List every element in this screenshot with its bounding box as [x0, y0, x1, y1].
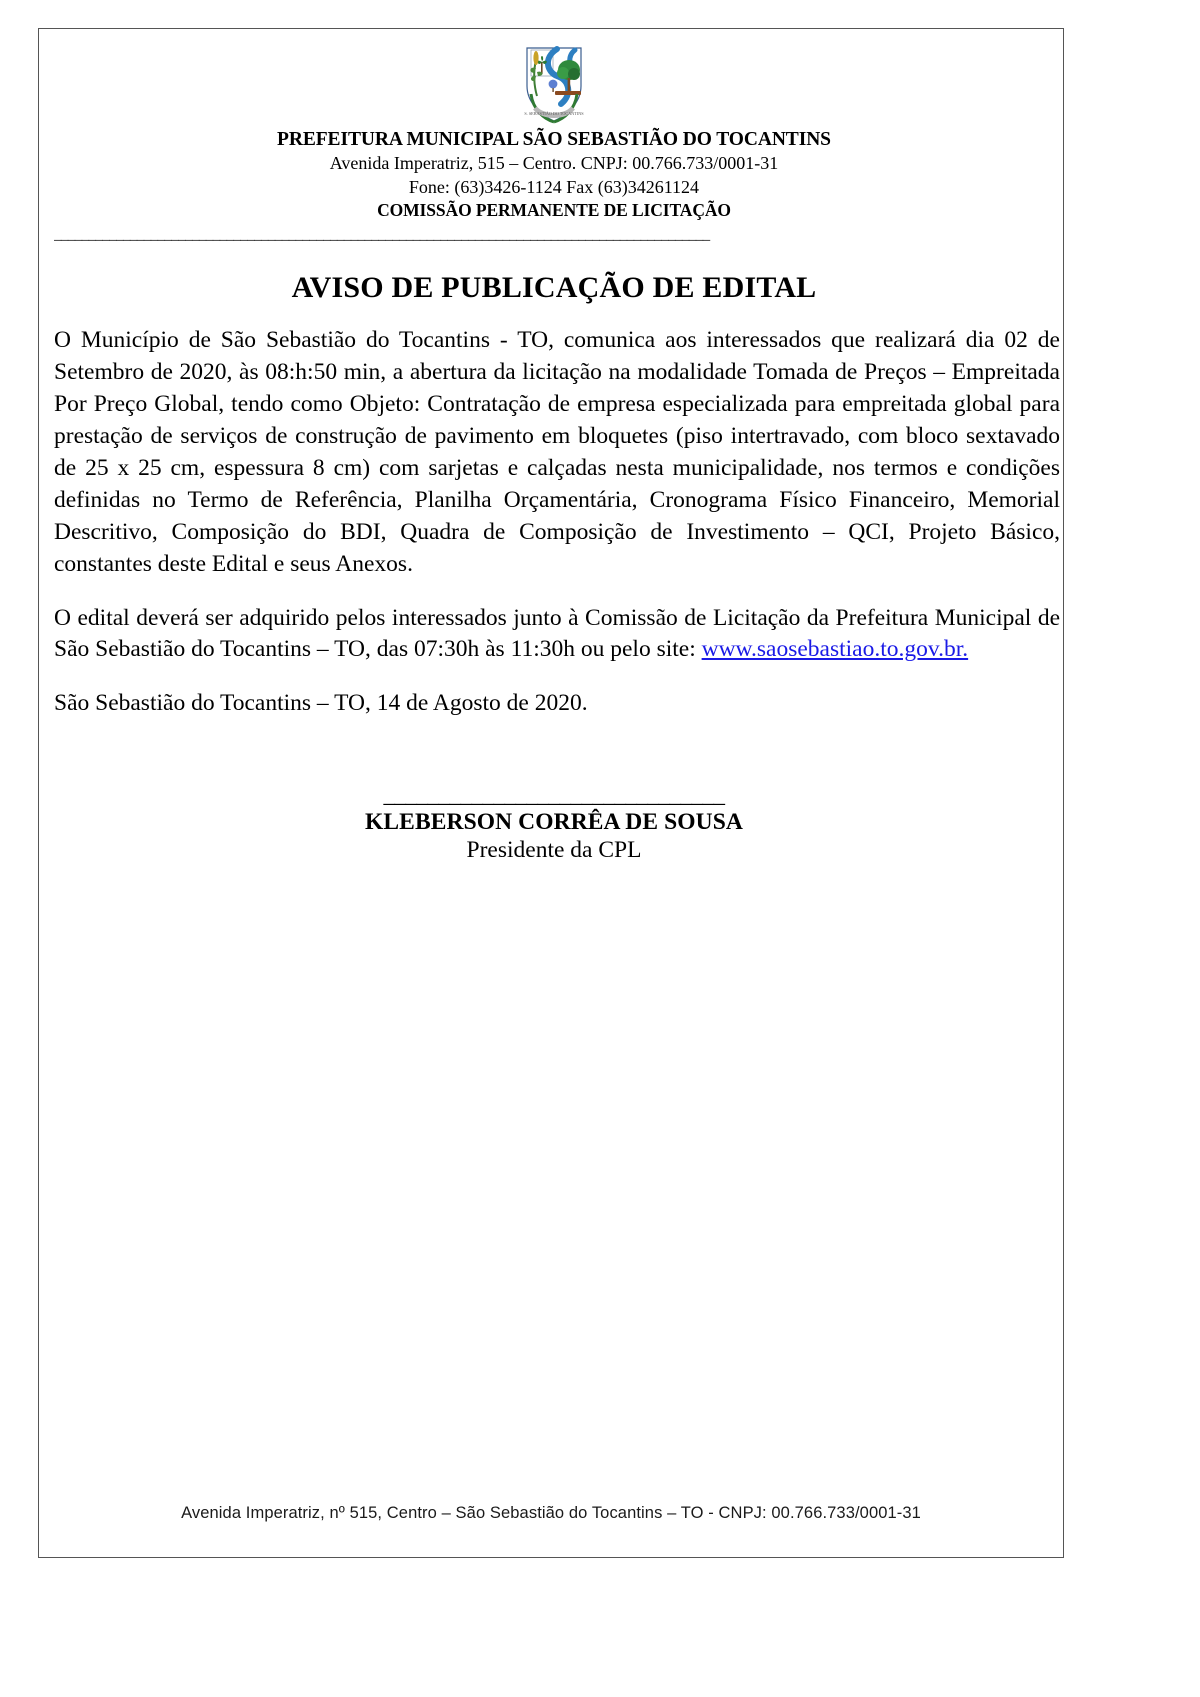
- paragraph-place-date: São Sebastião do Tocantins – TO, 14 de Agosto de 2020.: [54, 690, 588, 717]
- paragraph-acquisition-text: O edital deverá ser adquirido pelos interessados junto à Comissão de Licitação da Prefeitura Municipal de São Sebastião do Tocantins – TO, das 07:30h às 11:30h ou pelo site:: [54, 604, 1060, 663]
- signatory-role: Presidente da CPL: [466, 836, 642, 863]
- paragraph-notice: O Município de São Sebastião do Tocantins - TO, comunica aos interessados que realizará dia 02 de Setembro de 2020, às 08:h:50 min, a abertura da licitação na modalidade Tomada de Preços – Empreitada Por Preço Global, tendo como Objeto: Contratação de empresa especializada para empreitada global para prestação de serviços de construção de pavimento em bloquetes (piso intertravado, com bloco sextavado de 25 x 25 cm, espessura 8 cm) com sarjetas e calçadas nesta municipalidade, nos termos e condições definidas no Termo de Referência, Planilha Orçamentária, Cronograma Físico Financeiro, Memorial Descritivo, Composição do BDI, Quadra de Composição de Investimento – QCI, Projeto Básico, constantes deste Edital e seus Anexos.: [54, 326, 1060, 577]
- department-name: COMISSÃO PERMANENTE DE LICITAÇÃO: [377, 200, 731, 221]
- document-body: [54, 325, 1060, 720]
- coat-of-arms-icon: [517, 42, 591, 126]
- organization-contact: Fone: (63)3426-1124 Fax (63)34261124: [408, 176, 700, 197]
- signature-block: [54, 782, 1054, 863]
- signatory-name: KLEBERSON CORRÊA DE SOUSA: [365, 808, 743, 835]
- svg-text:S. SEBASTIÃO DO TOCANTINS: S. SEBASTIÃO DO TOCANTINS: [524, 111, 584, 116]
- edital-site-link[interactable]: www.saosebastiao.to.gov.br.: [701, 636, 969, 663]
- page-footer: Avenida Imperatriz, nº 515, Centro – São Sebastião do Tocantins – TO - CNPJ: 00.766.733/0001-31: [181, 1504, 921, 1522]
- paragraph-acquisition: [54, 603, 1060, 667]
- page-title: AVISO DE PUBLICAÇÃO DE EDITAL: [291, 270, 817, 304]
- emblem-container: [54, 42, 1054, 126]
- signature-line: _______________________________: [383, 782, 725, 808]
- header-divider: _______________________________________________________________________________________________: [54, 230, 710, 243]
- organization-address: Avenida Imperatriz, 515 – Centro. CNPJ: 00.766.733/0001-31: [329, 153, 779, 174]
- page-content: [54, 42, 1060, 864]
- organization-name: PREFEITURA MUNICIPAL SÃO SEBASTIÃO DO TOCANTINS: [277, 129, 831, 150]
